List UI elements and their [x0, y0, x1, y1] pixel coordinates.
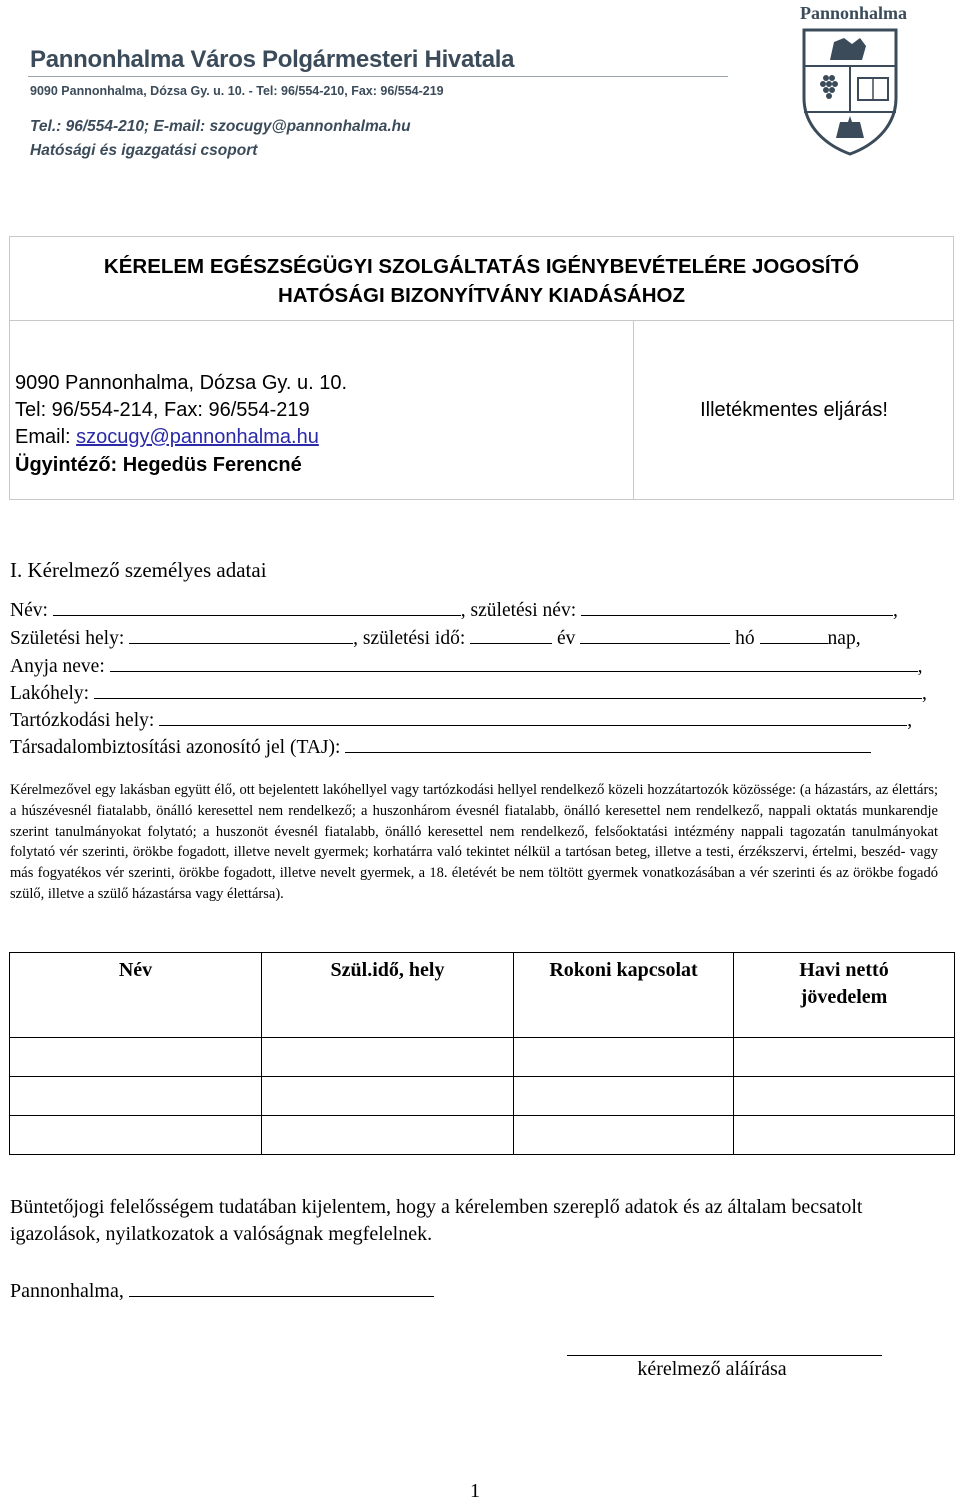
signature-line[interactable]	[567, 1355, 882, 1356]
town-coat-of-arms-icon	[800, 26, 900, 156]
table-row	[10, 1077, 955, 1116]
mother-name-label: Anyja neve:	[10, 656, 105, 677]
column-header-relation: Rokoni kapcsolat	[514, 953, 734, 1038]
fee-note: Illetékmentes eljárás!	[700, 399, 888, 421]
form-title-line2: HATÓSÁGI BIZONYÍTVÁNY KIADÁSÁHOZ	[278, 284, 685, 307]
form-title-line1: KÉRELEM EGÉSZSÉGÜGYI SZOLGÁLTATÁS IGÉNYBEVÉTELÉRE JOGOSÍTÓ	[103, 255, 860, 278]
household-note: Kérelmezővel egy lakásban együtt élő, ott bejelentett lakóhellyel vagy tartózkodási hellyel rendelkező közeli hozzátartozók közössége: (a házastárs, az élettárs; a húszévesnél fiatalabb, önálló keresettel nem rendelkező; a huszonhárom évesnél fiatalabb, önálló keresettel nem rendelkező, nappali oktatás munkarendje szerint tanulmányokat folytató; a huszonöt évesnél fiatalabb, önálló keresettel nem rendelkező, felsőoktatási intézmény nappali tagozatán tanulmányokat folytató vér szerinti, örökbe fogadott, illetve nevelt gyermek; korhatárra való tekintet nélkül a tartósan beteg, illetve a testi, érzékszervi, értelmi, beszéd- vagy más fogyatékos vér szerinti, örökbe fogadott, illetve nevelt gyermek, a 18. életévét be nem töltött gyermek vonatkozásában a vér szerinti és az örökbe fogadó szülő, illetve a szülő házastársa vagy élettársa).	[10, 782, 938, 902]
mother-name-field[interactable]	[110, 653, 918, 672]
birth-month-field[interactable]	[580, 625, 730, 644]
signature-label: kérelmező aláírása	[637, 1358, 787, 1380]
stay-row	[10, 707, 912, 733]
table-cell[interactable]	[734, 1038, 955, 1077]
place-label: Pannonhalma,	[10, 1280, 124, 1302]
case-officer: Ügyintéző: Hegedüs Ferencné	[15, 454, 302, 476]
column-header-name: Név	[10, 953, 262, 1038]
table-cell[interactable]	[10, 1077, 262, 1116]
email-link[interactable]: szocugy@pannonhalma.hu	[76, 426, 319, 448]
table-row	[10, 1038, 955, 1077]
office-phone-fax: Tel: 96/554-214, Fax: 96/554-219	[15, 399, 310, 421]
table-cell[interactable]	[514, 1116, 734, 1155]
office-postal-address: 9090 Pannonhalma, Dózsa Gy. u. 10.	[15, 372, 348, 394]
taj-label: Társadalombiztosítási azonosító jel (TAJ):	[10, 737, 341, 758]
birth-name-field[interactable]	[581, 597, 893, 616]
table-row	[10, 1116, 955, 1155]
date-field[interactable]	[129, 1278, 434, 1297]
table-cell[interactable]	[262, 1038, 514, 1077]
taj-row	[10, 734, 871, 760]
email-label: Email:	[15, 426, 77, 448]
stay-field[interactable]	[159, 707, 907, 726]
birth-row	[10, 625, 861, 651]
office-address: 9090 Pannonhalma, Dózsa Gy. u. 10. - Tel: 96/554-210, Fax: 96/554-219	[30, 84, 444, 98]
birth-place-field[interactable]	[129, 625, 353, 644]
mother-name-row	[10, 653, 923, 679]
month-label: hó	[735, 628, 755, 649]
stay-label: Tartózkodási hely:	[10, 710, 155, 731]
taj-field[interactable]	[345, 734, 871, 753]
residence-field[interactable]	[94, 680, 922, 699]
column-header-birth: Szül.idő, hely	[262, 953, 514, 1038]
office-name: Pannonhalma Város Polgármesteri Hivatala	[30, 46, 515, 73]
table-header-row	[10, 953, 955, 1038]
place-row	[10, 1278, 434, 1303]
name-label: Név:	[10, 600, 48, 621]
residence-label: Lakóhely:	[10, 683, 90, 704]
page-number: 1	[470, 1480, 480, 1502]
birth-place-label: Születési hely:	[10, 628, 125, 649]
comma: ,	[907, 710, 913, 731]
section-title: I. Kérelmező személyes adatai	[10, 558, 267, 582]
office-contact: Tel.: 96/554-210; E-mail: szocugy@pannonhalma.hu	[30, 118, 411, 135]
table-cell[interactable]	[10, 1038, 262, 1077]
office-email-row	[15, 424, 319, 450]
column-header-income: Havi nettó jövedelem	[734, 953, 955, 1038]
table-cell[interactable]	[514, 1038, 734, 1077]
day-label: nap,	[827, 628, 861, 649]
table-cell[interactable]	[734, 1077, 955, 1116]
birth-year-field[interactable]	[470, 625, 552, 644]
table-cell[interactable]	[262, 1116, 514, 1155]
year-label: év	[557, 628, 576, 649]
name-field[interactable]	[53, 597, 461, 616]
form-title	[9, 252, 954, 310]
birth-name-label: , születési név:	[460, 600, 577, 621]
box-divider-horizontal	[9, 320, 954, 321]
comma: ,	[917, 656, 923, 677]
comma: ,	[921, 683, 927, 704]
birth-date-label: , születési idő:	[353, 628, 466, 649]
table-cell[interactable]	[734, 1116, 955, 1155]
department-name: Hatósági és igazgatási csoport	[30, 142, 258, 159]
birth-day-field[interactable]	[760, 625, 828, 644]
table-cell[interactable]	[262, 1077, 514, 1116]
table-cell[interactable]	[10, 1116, 262, 1155]
crest-label: Pannonhalma	[800, 3, 908, 23]
table-cell[interactable]	[514, 1077, 734, 1116]
header-divider	[28, 76, 728, 77]
declaration: Büntetőjogi felelősségem tudatában kijelentem, hogy a kérelemben szereplő adatok és az általam becsatolt igazolások, nyilatkozatok a valóságnak megfelelnek.	[10, 1196, 863, 1245]
residence-row	[10, 680, 927, 706]
comma: ,	[893, 600, 898, 621]
household-table	[9, 952, 955, 1155]
name-row	[10, 597, 898, 623]
